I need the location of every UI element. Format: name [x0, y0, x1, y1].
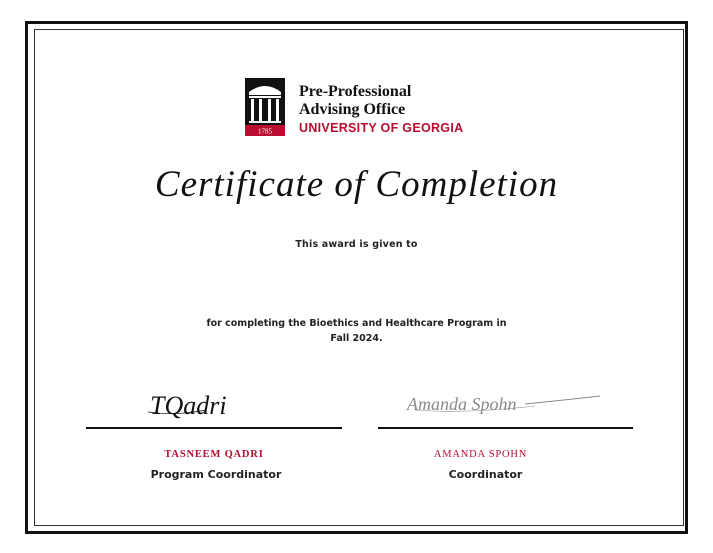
- uga-arch-logo: [245, 78, 285, 136]
- signature-line-left: [86, 427, 342, 429]
- signatory-name-right: AMANDA SPOHN: [433, 449, 528, 460]
- completion-line-2: Fall 2024.: [330, 333, 383, 344]
- completion-line-1: for completing the Bioethics and Healthcare Program in: [206, 318, 507, 329]
- logo-year: 1785: [258, 127, 272, 136]
- award-text: This award is given to: [295, 239, 418, 250]
- university-name: UNIVERSITY OF GEORGIA: [299, 121, 464, 135]
- completion-text: [200, 316, 513, 346]
- org-name-line1: Pre-Professional: [299, 83, 412, 100]
- signature-line-right: [378, 427, 633, 429]
- signature-amanda-spohn: [405, 384, 605, 418]
- signature-tasneem-qadri: [146, 386, 276, 422]
- org-name-line2: Advising Office: [299, 101, 406, 118]
- signatory-role-right: Coordinator: [448, 468, 523, 481]
- signature-text-right: Amanda Spohn: [407, 394, 517, 414]
- signatory-role-left: Program Coordinator: [150, 468, 282, 481]
- signature-text-left: TQadri: [150, 391, 227, 420]
- signatory-name-left: TASNEEM QADRI: [164, 449, 264, 460]
- certificate-title: Certificate of Completion: [154, 164, 559, 205]
